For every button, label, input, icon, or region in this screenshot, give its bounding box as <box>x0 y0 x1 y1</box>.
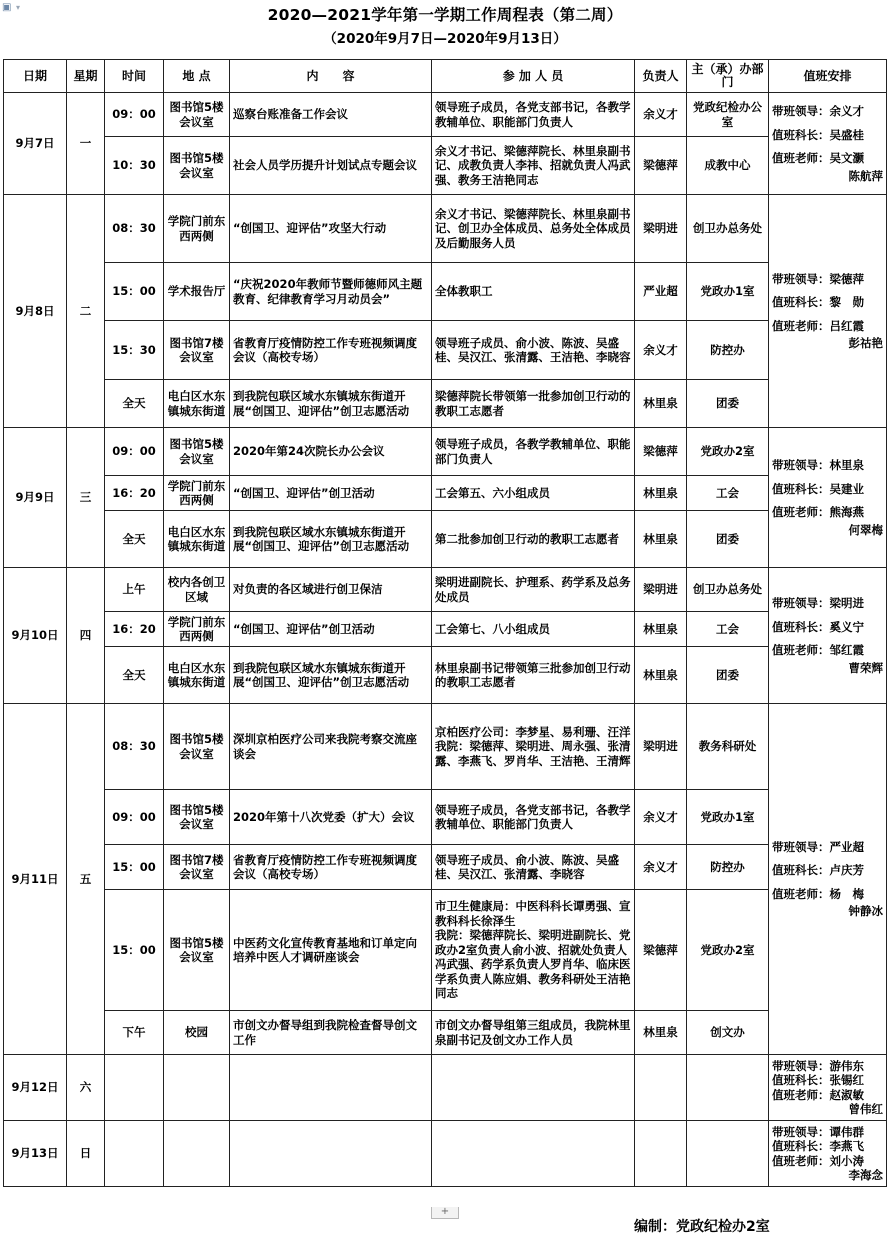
duty-teacher: 值班老师：熊海燕 <box>772 505 864 519</box>
schedule-row <box>4 511 887 568</box>
event-place: 电白区水东镇城东街道 <box>164 511 230 568</box>
event-content: “庆祝2020年教师节暨师德师风主题教育、纪律教育学习月动员会” <box>230 263 432 321</box>
event-place: 图书馆5楼会议室 <box>164 704 230 790</box>
event-participants: 领导班子成员、俞小波、陈波、吴盛桂、吴汉江、张清露、李晓容 <box>432 845 635 890</box>
event-participants: 余义才书记、梁德萍院长、林里泉副书记、创卫办全体成员、总务处全体成员及后勤服务人员 <box>432 195 635 263</box>
day-date: 9月10日 <box>4 568 67 704</box>
event-content: 到我院包联区域水东镇城东街道开展“创国卫、迎评估”创卫志愿活动 <box>230 647 432 704</box>
event-place-empty <box>164 1055 230 1121</box>
event-content: 对负责的各区域进行创卫保洁 <box>230 568 432 612</box>
event-time: 全天 <box>105 511 164 568</box>
event-time: 15：00 <box>105 845 164 890</box>
duty-leader: 带班领导：余义才 <box>772 104 864 118</box>
event-content: “创国卫、迎评估”创卫活动 <box>230 476 432 511</box>
event-owner: 梁明进 <box>635 195 687 263</box>
event-participants: 余义才书记、梁德萍院长、林里泉副书记、成教负责人李祎、招就负责人冯武强、教务王洁艳同志 <box>432 137 635 195</box>
event-owner-empty <box>635 1121 687 1187</box>
page-title: 2020—2021学年第一学期工作周程表（第二周） <box>267 6 623 24</box>
schedule-row <box>4 1055 887 1121</box>
day-date: 9月7日 <box>4 93 67 195</box>
event-dept-empty <box>687 1121 769 1187</box>
event-participants: 市卫生健康局：中医科科长谭勇强、宣教科科长徐泽生 我院：梁德萍院长、梁明进副院长、党政办2室负责人俞小波、招就处负责人冯武强、药学系负责人罗肖华、临床医学系负责人陈应娟、教务科研处王洁艳同志 <box>432 890 635 1011</box>
event-dept: 教务科研处 <box>687 704 769 790</box>
day-date: 9月8日 <box>4 195 67 428</box>
schedule-row <box>4 321 887 380</box>
event-time: 15：00 <box>105 890 164 1011</box>
day-weekday: 日 <box>67 1121 105 1187</box>
schedule-row <box>4 704 887 790</box>
day-weekday: 二 <box>67 195 105 428</box>
event-dept: 防控办 <box>687 845 769 890</box>
duty-arrangement <box>769 704 887 1055</box>
duty-leader: 带班领导：梁德萍 <box>772 271 864 286</box>
duty-leader: 带班领导：梁明进 <box>772 596 864 610</box>
event-owner: 林里泉 <box>635 647 687 704</box>
duty-teacher-2: 何翠梅 <box>848 522 883 537</box>
event-time: 10：30 <box>105 137 164 195</box>
event-content: 中医药文化宣传教育基地和订单定向培养中医人才调研座谈会 <box>230 890 432 1011</box>
duty-leader: 带班领导：游伟东 <box>772 1058 864 1073</box>
duty-arrangement <box>769 93 887 195</box>
schedule-row <box>4 1011 887 1055</box>
event-time: 08：30 <box>105 195 164 263</box>
event-participants: 第二批参加创卫行动的教职工志愿者 <box>432 511 635 568</box>
event-time-empty <box>105 1055 164 1121</box>
day-date: 9月9日 <box>4 428 67 568</box>
event-content: 2020年第24次院长办公会议 <box>230 428 432 476</box>
header-row <box>4 60 887 93</box>
schedule-row <box>4 195 887 263</box>
event-time: 16：20 <box>105 476 164 511</box>
event-participants: 领导班子成员，各党支部书记，各教学教辅单位、职能部门负责人 <box>432 790 635 845</box>
event-participants-empty <box>432 1121 635 1187</box>
event-owner: 余义才 <box>635 93 687 137</box>
event-content: “创国卫、迎评估”攻坚大行动 <box>230 195 432 263</box>
event-time: 全天 <box>105 647 164 704</box>
day-weekday: 四 <box>67 568 105 704</box>
event-owner: 余义才 <box>635 790 687 845</box>
event-time: 上午 <box>105 568 164 612</box>
duty-teacher-2: 李海念 <box>848 1168 883 1182</box>
event-owner: 林里泉 <box>635 612 687 647</box>
event-participants: 工会第七、八小组成员 <box>432 612 635 647</box>
event-time: 09：00 <box>105 93 164 137</box>
day-date: 9月13日 <box>4 1121 67 1187</box>
duty-chief: 值班科长：张锡红 <box>772 1073 864 1087</box>
event-dept: 党政办1室 <box>687 263 769 321</box>
event-owner: 严业超 <box>635 263 687 321</box>
event-place: 学院门前东西两侧 <box>164 476 230 511</box>
schedule-row <box>4 93 887 137</box>
duty-leader: 带班领导：严业超 <box>772 839 864 854</box>
event-place: 电白区水东镇城东街道 <box>164 380 230 428</box>
event-owner-empty <box>635 1055 687 1121</box>
event-content: 到我院包联区域水东镇城东街道开展“创国卫、迎评估”创卫志愿活动 <box>230 511 432 568</box>
schedule-row <box>4 790 887 845</box>
event-place-empty <box>164 1121 230 1187</box>
event-participants: 领导班子成员，各党支部书记，各教学教辅单位、职能部门负责人 <box>432 93 635 137</box>
schedule-row <box>4 612 887 647</box>
header-weekday: 星期 <box>67 60 105 93</box>
event-dept: 成教中心 <box>687 137 769 195</box>
document-icon: ▣ <box>2 2 12 13</box>
event-participants: 梁德萍院长带领第一批参加创卫行动的教职工志愿者 <box>432 380 635 428</box>
event-place: 图书馆7楼会议室 <box>164 321 230 380</box>
duty-arrangement <box>769 568 887 704</box>
event-dept-empty <box>687 1055 769 1121</box>
event-owner: 梁德萍 <box>635 890 687 1011</box>
duty-chief: 值班科长：卢庆芳 <box>772 863 864 877</box>
duty-teacher: 值班老师：刘小涛 <box>772 1153 864 1168</box>
event-owner: 林里泉 <box>635 380 687 428</box>
event-place: 学术报告厅 <box>164 263 230 321</box>
schedule-row <box>4 647 887 704</box>
event-place: 电白区水东镇城东街道 <box>164 647 230 704</box>
event-owner: 林里泉 <box>635 511 687 568</box>
event-time: 15：00 <box>105 263 164 321</box>
page-subtitle: （2020年9月7日—2020年9月13日） <box>323 31 567 47</box>
duty-arrangement <box>769 428 887 568</box>
event-owner: 梁德萍 <box>635 428 687 476</box>
event-place: 图书馆5楼会议室 <box>164 428 230 476</box>
header-content: 内 容 <box>230 60 432 93</box>
dropdown-arrow-icon[interactable]: ▾ <box>16 3 21 12</box>
duty-chief: 值班科长：奚义宁 <box>772 619 864 634</box>
event-owner: 余义才 <box>635 321 687 380</box>
schedule-row <box>4 428 887 476</box>
duty-chief: 值班科长：吴盛桂 <box>772 127 864 142</box>
schedule-row <box>4 380 887 428</box>
duty-teacher: 值班老师：吕红霞 <box>772 318 864 333</box>
event-time: 15：30 <box>105 321 164 380</box>
event-time: 08：30 <box>105 704 164 790</box>
event-place: 校园 <box>164 1011 230 1055</box>
event-place: 图书馆5楼会议室 <box>164 93 230 137</box>
duty-teacher-2: 曾伟红 <box>848 1102 883 1116</box>
event-time: 全天 <box>105 380 164 428</box>
event-time: 09：00 <box>105 428 164 476</box>
duty-teacher-2: 陈航萍 <box>848 168 883 183</box>
schedule-table <box>3 59 887 1187</box>
event-participants: 全体教职工 <box>432 263 635 321</box>
header-time: 时间 <box>105 60 164 93</box>
header-participants: 参 加 人 员 <box>432 60 635 93</box>
event-dept: 团委 <box>687 511 769 568</box>
event-owner: 林里泉 <box>635 476 687 511</box>
event-content: 省教育厅疫情防控工作专班视频调度会议（高校专场） <box>230 321 432 380</box>
event-owner: 梁明进 <box>635 568 687 612</box>
day-date: 9月11日 <box>4 704 67 1055</box>
event-owner: 余义才 <box>635 845 687 890</box>
duty-teacher-2: 钟静冰 <box>848 904 883 918</box>
event-participants: 京柏医疗公司：李梦星、易利珊、汪洋 我院：梁德萍、梁明进、周永强、张清露、李燕飞、罗肖华、王洁艳、王清辉 <box>432 704 635 790</box>
event-dept: 防控办 <box>687 321 769 380</box>
header-owner: 负责人 <box>635 60 687 93</box>
event-participants: 领导班子成员，各教学教辅单位、职能部门负责人 <box>432 428 635 476</box>
footer-compiler: 编制：党政纪检办2室 <box>634 1219 770 1235</box>
schedule-row <box>4 568 887 612</box>
schedule-row <box>4 890 887 1011</box>
event-content: “创国卫、迎评估”创卫活动 <box>230 612 432 647</box>
event-participants: 市创文办督导组第三组成员，我院林里泉副书记及创文办工作人员 <box>432 1011 635 1055</box>
event-place: 图书馆5楼会议室 <box>164 137 230 195</box>
event-participants-empty <box>432 1055 635 1121</box>
event-content: 省教育厅疫情防控工作专班视频调度会议（高校专场） <box>230 845 432 890</box>
day-weekday: 五 <box>67 704 105 1055</box>
event-place: 学院门前东西两侧 <box>164 612 230 647</box>
duty-chief: 值班科长：吴建业 <box>772 481 864 496</box>
event-participants: 林里泉副书记带领第三批参加创卫行动的教职工志愿者 <box>432 647 635 704</box>
duty-teacher: 值班老师：吴文灏 <box>772 151 864 165</box>
event-content: 2020年第十八次党委（扩大）会议 <box>230 790 432 845</box>
event-owner: 林里泉 <box>635 1011 687 1055</box>
event-content: 深圳京柏医疗公司来我院考察交流座谈会 <box>230 704 432 790</box>
event-dept: 团委 <box>687 380 769 428</box>
schedule-row <box>4 845 887 890</box>
header-place: 地 点 <box>164 60 230 93</box>
duty-teacher: 值班老师：邹红霞 <box>772 643 864 657</box>
event-dept: 党政办2室 <box>687 890 769 1011</box>
duty-teacher-2: 曹荣辉 <box>848 660 883 675</box>
header-dept: 主（承）办部 门 <box>687 60 769 93</box>
add-sheet-tab[interactable]: + <box>431 1207 459 1219</box>
day-weekday: 三 <box>67 428 105 568</box>
event-participants: 领导班子成员、俞小波、陈波、吴盛桂、吴汉江、张清露、王洁艳、李晓容 <box>432 321 635 380</box>
event-dept: 党政纪检办公室 <box>687 93 769 137</box>
event-dept: 党政办1室 <box>687 790 769 845</box>
duty-teacher: 值班老师：杨 梅 <box>772 886 864 901</box>
header-duty: 值班安排 <box>769 60 887 93</box>
schedule-row <box>4 137 887 195</box>
event-content: 巡察台账准备工作会议 <box>230 93 432 137</box>
event-dept: 党政办2室 <box>687 428 769 476</box>
duty-arrangement <box>769 195 887 428</box>
schedule-row <box>4 263 887 321</box>
event-dept: 创文办 <box>687 1011 769 1055</box>
event-dept: 工会 <box>687 476 769 511</box>
event-owner: 梁德萍 <box>635 137 687 195</box>
event-participants: 工会第五、六小组成员 <box>432 476 635 511</box>
duty-teacher: 值班老师：赵淑敏 <box>772 1087 864 1102</box>
schedule-row <box>4 1121 887 1187</box>
header-date: 日期 <box>4 60 67 93</box>
event-content: 社会人员学历提升计划试点专题会议 <box>230 137 432 195</box>
event-place: 图书馆5楼会议室 <box>164 790 230 845</box>
event-time-empty <box>105 1121 164 1187</box>
event-participants: 梁明进副院长、护理系、药学系及总务处成员 <box>432 568 635 612</box>
duty-teacher-2: 彭祜艳 <box>848 336 883 350</box>
day-weekday: 一 <box>67 93 105 195</box>
duty-leader: 带班领导：谭伟群 <box>772 1124 864 1139</box>
event-place: 学院门前东西两侧 <box>164 195 230 263</box>
event-dept: 创卫办总务处 <box>687 568 769 612</box>
event-owner: 梁明进 <box>635 704 687 790</box>
event-place: 图书馆7楼会议室 <box>164 845 230 890</box>
day-date: 9月12日 <box>4 1055 67 1121</box>
event-place: 图书馆5楼会议室 <box>164 890 230 1011</box>
event-time: 16：20 <box>105 612 164 647</box>
day-weekday: 六 <box>67 1055 105 1121</box>
event-content-empty <box>230 1055 432 1121</box>
event-place: 校内各创卫区域 <box>164 568 230 612</box>
duty-chief: 值班科长：李燕飞 <box>772 1139 864 1153</box>
event-content: 到我院包联区域水东镇城东街道开展“创国卫、迎评估”创卫志愿活动 <box>230 380 432 428</box>
duty-chief: 值班科长：黎 勋 <box>772 295 864 309</box>
schedule-row <box>4 476 887 511</box>
event-content: 市创文办督导组到我院检查督导创文工作 <box>230 1011 432 1055</box>
event-content-empty <box>230 1121 432 1187</box>
event-dept: 团委 <box>687 647 769 704</box>
event-time: 09：00 <box>105 790 164 845</box>
duty-arrangement <box>769 1121 887 1187</box>
duty-arrangement <box>769 1055 887 1121</box>
duty-leader: 带班领导：林里泉 <box>772 458 864 472</box>
event-dept: 创卫办总务处 <box>687 195 769 263</box>
event-time: 下午 <box>105 1011 164 1055</box>
event-dept: 工会 <box>687 612 769 647</box>
